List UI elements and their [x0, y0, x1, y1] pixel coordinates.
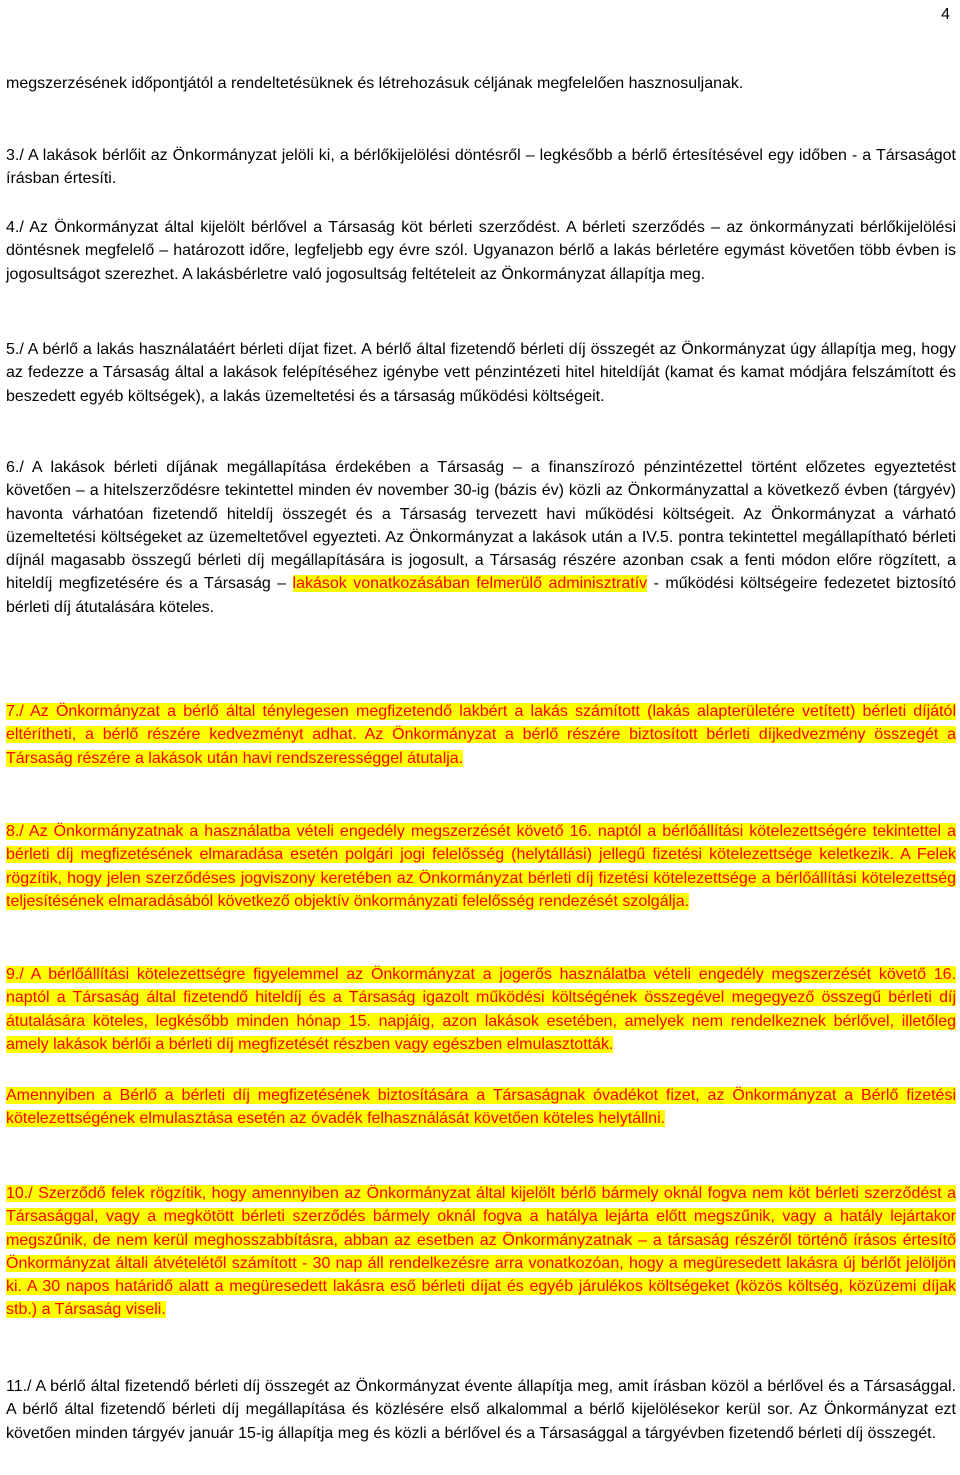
- highlighted-text: Amennyiben a Bérlő a bérleti díj megfizetésének biztosítására a Társaságnak óvadékot fizet, az Önkormányzat a Bérlő fizetési kötelezettségének elmulasztása esetén az óvadék felhasználását követően köteles helytállni.: [6, 1087, 956, 1128]
- highlighted-text: 7./ Az Önkormányzat a bérlő által ténylegesen megfizetendő lakbért a lakás számított (lakás alapterületére vetített) bérleti díjától eltérítheti, a bérlő részére kedvezményt adhat. Az Önkormányzat a bérlő részére biztosított bérleti díjkedvezmény összegét a Társaság részére a lakások után havi rendszerességgel átutalja.: [6, 703, 956, 767]
- paragraph-6: [6, 456, 956, 619]
- paragraph-text: 4./ Az Önkormányzat által kijelölt bérlővel a Társaság köt bérleti szerződést. A bérleti szerződés – az önkormányzati bérlőkijelölési döntésnek megfelelő – határozott időre, legfeljebb egy évre szól. Ugyanazon bérlő a lakás bérletére egymást követően több évben is jogosultságot szerezhet. A lakásbérletre való jogosultság feltételeit az Önkormányzat állapítja meg.: [6, 219, 956, 283]
- highlighted-text: 10./ Szerződő felek rögzítik, hogy amennyiben az Önkormányzat által kijelölt bérlő bármely oknál fogva nem köt bérleti szerződést a Társasággal, vagy a megkötött bérleti szerződés bármely oknál fogva a hatálya lejárta előtt megszűnik, vagy a hatály lejártakor megszűnik, de nem kerül meghosszabbításra, abban az esetben az Önkormányzatnak – a társaság részéről történő írásos értesítő Önkormányzat általi átvételétől számított - 30 nap áll rendelkezésre arra vonatkozóan, hogy a megüresedett lakásra új bérlőt jelöljön ki. A 30 napos határidő alatt a megüresedett lakásra eső bérleti díjat és egyéb járulékos költségeket (közös költség, közüzemi díjak stb.) a Társaság viseli.: [6, 1185, 956, 1319]
- paragraph-text: 3./ A lakások bérlőit az Önkormányzat jelöli ki, a bérlőkijelölési döntésről – legkésőbb a bérlő értesítésével egy időben - a Társaságot írásban értesíti.: [6, 147, 956, 188]
- page-number: 4: [941, 6, 950, 23]
- paragraph-9-continued: [6, 1084, 956, 1131]
- paragraph-text: 5./ A bérlő a lakás használatáért bérleti díjat fizet. A bérlő által fizetendő bérleti díj összegét az Önkormányzat úgy állapítja meg, hogy az fedezze a Társaság által a lakások felépítéséhez igénybe vett pénzintézeti hitel hiteldíját (kamat és kamat módjára felszámított és beszedett egyéb költségek), a lakás üzemeltetési és a társaság működési költségeit.: [6, 341, 956, 405]
- paragraph-continuation: [6, 72, 956, 95]
- highlighted-text: 9./ A bérlőállítási kötelezettségre figyelemmel az Önkormányzat a jogerős használatba vételi engedély megszerzését követő 16. naptól a Társaság által fizetendő hiteldíj és a Társaság igazolt működési költségének összegével megegyező összegű bérleti díj átutalására köteles, legkésőbb minden hónap 15. napjáig, azon lakások esetében, amelyek nem rendelkeznek bérlővel, illetőleg amely lakások bérlői a bérleti díj megfizetését részben vagy egészben elmulasztották.: [6, 966, 956, 1053]
- paragraph-11: [6, 1375, 956, 1445]
- paragraph-4: [6, 216, 956, 286]
- paragraph-text: 11./ A bérlő által fizetendő bérleti díj összegét az Önkormányzat évente állapítja meg, amit írásban közöl a bérlővel és a Társasággal. A bérlő által fizetendő bérleti díj megállapítása és közlésére első alkalommal a bérlő kijelölésekor kerül sor. Az Önkormányzat ezt követően minden tárgyév január 15-ig állapítja meg és közli a bérlővel és a Társasággal a tárgyévben fizetendő bérleti díj összegét.: [6, 1378, 956, 1442]
- paragraph-3: [6, 144, 956, 191]
- paragraph-text: 6./ A lakások bérleti díjának megállapítása érdekében a Társaság – a finanszírozó pénzintézettel történt előzetes egyeztetést követően – a hitelszerződésre tekintettel minden év november 30-ig (bázis év) közli az Önkormányzattal a következő évben (tárgyév) havonta várhatóan fizetendő hiteldíj összegét és a Társaság tervezett havi működési költségeit. Az Önkormányzat a várható üzemeltetési költségeket az üzemeltetővel egyezteti. Az Önkormányzat a lakások után a IV.5. pontra tekintettel megállapítható bérleti díjnál magasabb összegű bérleti díj megállapítására is jogosult, a Társaság részére azonban csak a fenti módon előre rögzített, a hiteldíj megfizetésére és a Társaság –: [6, 459, 956, 593]
- highlighted-text: lakások vonatkozásában felmerülő adminisztratív: [292, 575, 648, 593]
- paragraph-text: - működési költségeire fedezetet biztosító bérleti díj átutalására köteles.: [6, 575, 956, 616]
- paragraph-9: [6, 963, 956, 1056]
- highlighted-text: 8./ Az Önkormányzatnak a használatba vételi engedély megszerzését követő 16. naptól a bérlőállítási kötelezettségére tekintettel a bérleti díj megfizetésének elmaradása esetén polgári jogi felelősség (helytállási) jellegű fizetési kötelezettsége keletkezik. A Felek rögzítik, hogy jelen szerződéses jogviszony keretében az Önkormányzat bérleti díj fizetési kötelezettsége a bérlőállítási kötelezettség teljesítésének elmaradásából következő objektív önkormányzati felelősség rendezését szolgálja.: [6, 823, 956, 910]
- paragraph-text: megszerzésének időpontjától a rendeltetésüknek és létrehozásuk céljának megfelelően hasznosuljanak.: [6, 75, 744, 92]
- paragraph-7: [6, 700, 956, 770]
- paragraph-10: [6, 1182, 956, 1322]
- paragraph-5: [6, 338, 956, 408]
- paragraph-8: [6, 820, 956, 913]
